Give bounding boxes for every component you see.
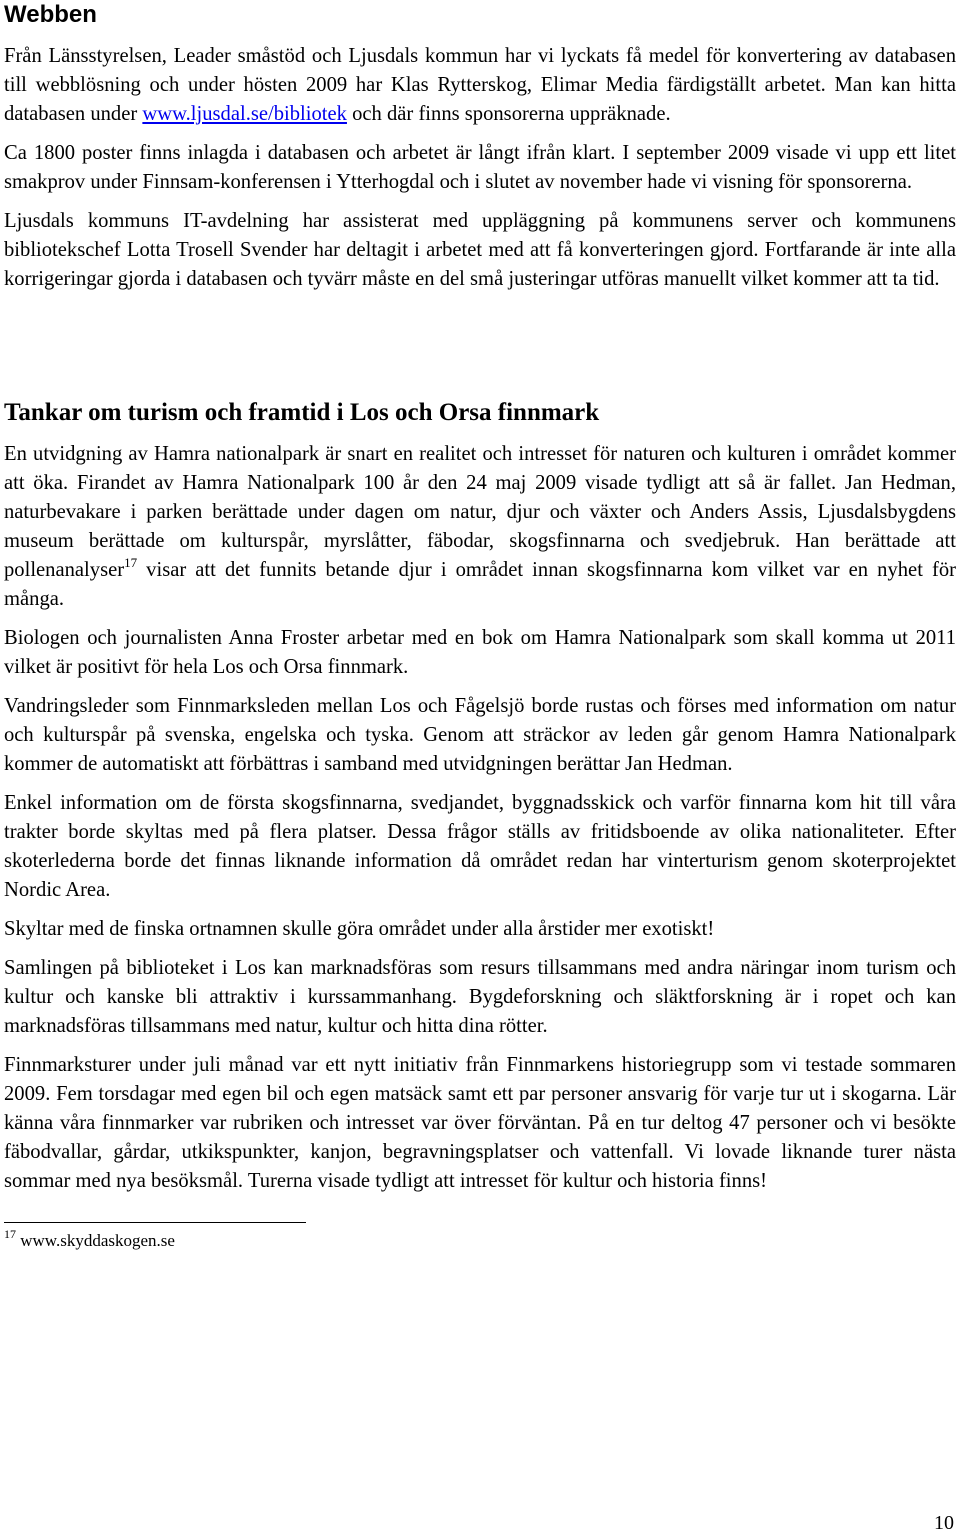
footnote: [4, 1229, 956, 1253]
paragraph: Skyltar med de finska ortnamnen skulle göra området under alla årstider mer exotiskt!: [4, 918, 715, 940]
footnote-reference[interactable]: 17: [124, 555, 138, 570]
paragraph-text: Från Länsstyrelsen, Leader småstöd och Ljusdals kommun har vi lyckats få medel för konvertering av databasen till webblösning och under hösten 2009 har Klas Rytterskog, Elimar Media färdigställt arbetet. Man kan hitta databasen under: [4, 45, 956, 125]
page-number: 10: [934, 1512, 954, 1534]
paragraph: Enkel information om de första skogsfinnarna, svedjandet, byggnadsskick och varför finnarna kom hit till våra trakter borde skyltas med på flera platser. Dessa frågor ställs av fritidsboende av olika nationaliteter. Efter skoterlederna borde det finnas liknande information då området redan har vinterturism genom skoterprojektet Nordic Area.: [4, 792, 956, 901]
paragraph: Finnmarksturer under juli månad var ett nytt initiativ från Finnmarkens historiegrupp som vi testade sommaren 2009. Fem torsdagar med egen bil och egen matsäck samt ett par personer ansvarig för varje tur ut i skogarna. Lär känna våra finnmarker var rubriken och intresset var över förväntan. På en tur deltog 47 personer och vi besökte fäbodvallar, gårdar, utkikspunkter, kanjon, begravningsplatser och vattenfall. Vi lovade liknande turer nästa sommar med nya besöksmål. Turerna visade tydligt att intresset för kultur och historia finns!: [4, 1054, 956, 1192]
section-spacer: [4, 304, 956, 398]
paragraph: Ljusdals kommuns IT-avdelning har assisterat med uppläggning på kommunens server och kommunens bibliotekschef Lotta Trosell Svender har deltagit i arbetet med att få konverteringen gjord. Fortfarande är inte alla korrigeringar gjorda i databasen och tyvärr måste en del små justeringar utföras manuellt vilket kommer att ta tid.: [4, 210, 956, 290]
footnote-separator: [4, 1222, 306, 1223]
paragraph: Ca 1800 poster finns inlagda i databasen och arbetet är långt ifrån klart. I september 2009 visade vi upp ett litet smakprov under Finnsam-konferensen i Ytterhogdal och i slutet av november hade vi visning för sponsorerna.: [4, 142, 956, 193]
document-page: [4, 0, 956, 1253]
paragraph: Vandringsleder som Finnmarksleden mellan Los och Fågelsjö borde rustas och förses med information om natur och kulturspår på svenska, engelska och tyska. Genom att sträckor av leden går genom Hamra Nationalpark kommer de automatiskt att förbättras i samband med utvidgningen berättar Jan Hedman.: [4, 695, 956, 775]
paragraph-text: En utvidgning av Hamra nationalpark är snart en realitet och intresset för naturen och kulturen i området kommer att öka. Firandet av Hamra Nationalpark 100 år den 24 maj 2009 visade tydligt att så är fallet. Jan Hedman, naturbevakare i parken berättade under dagen om natur, djur och växter och Anders Assis, Ljusdalsbygdens museum berättade om kulturspår, myrslåtter, fäbodar, skogsfinnarna och svedjebruk. Han berättade att pollenanalyser: [4, 443, 956, 581]
section-heading-webben: Webben: [4, 1, 97, 28]
paragraph: [4, 440, 956, 614]
paragraph: [4, 42, 956, 129]
paragraph-text: visar att det funnits betande djur i området innan skogsfinnarna kom vilket var en nyhet för många.: [4, 559, 956, 610]
library-database-link[interactable]: www.ljusdal.se/bibliotek: [142, 103, 347, 125]
footnote-number: 17: [4, 1227, 16, 1241]
section-heading-turism: Tankar om turism och framtid i Los och Orsa finnmark: [4, 399, 600, 426]
paragraph: Samlingen på biblioteket i Los kan marknadsföras som resurs tillsammans med andra näringar inom turism och kultur och kanske bli attraktiv i kurssammanhang. Bygdeforskning och släktforskning är i ropet och kan marknadsföras tillsammans med natur, kultur och hitta dina rötter.: [4, 957, 956, 1037]
footnote-text: www.skyddaskogen.se: [16, 1231, 175, 1250]
paragraph-text: och där finns sponsorerna uppräknade.: [346, 103, 671, 125]
paragraph: Biologen och journalisten Anna Froster arbetar med en bok om Hamra Nationalpark som skall komma ut 2011 vilket är positivt för hela Los och Orsa finnmark.: [4, 627, 956, 678]
